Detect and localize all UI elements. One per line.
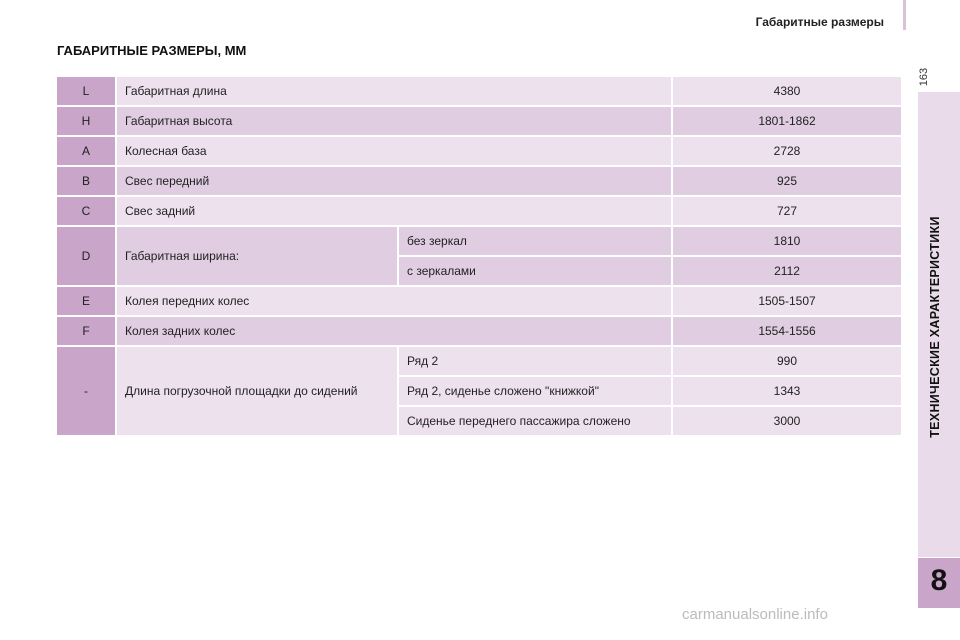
table-row — [57, 107, 903, 137]
dimension-code: B — [57, 167, 117, 197]
dimension-value: 1801-1862 — [673, 107, 903, 137]
chapter-side-label: ТЕХНИЧЕСКИЕ ХАРАКТЕРИСТИКИ — [928, 216, 942, 438]
table-row — [57, 287, 903, 317]
dimension-value: 2728 — [673, 137, 903, 167]
dimension-code: F — [57, 317, 117, 347]
dimension-label: Свес задний — [117, 197, 673, 227]
dimension-value: 727 — [673, 197, 903, 227]
dimension-code: C — [57, 197, 117, 227]
dimension-code: - — [57, 347, 117, 437]
chapter-number-tab — [918, 558, 960, 608]
table-row — [57, 167, 903, 197]
dimension-label: Колея передних колес — [117, 287, 673, 317]
chapter-number: 8 — [930, 564, 948, 597]
dimension-label: Габаритная ширина: — [117, 227, 399, 287]
dimension-code: L — [57, 77, 117, 107]
dimension-sublabel: Сиденье переднего пассажира сложено — [399, 407, 673, 437]
dimension-label: Колесная база — [117, 137, 673, 167]
dimension-value: 1343 — [673, 377, 903, 407]
dimension-label: Длина погрузочной площадки до сидений — [117, 347, 399, 437]
dimension-label: Габаритная длина — [117, 77, 673, 107]
chapter-side-tab — [918, 92, 960, 557]
dimension-value: 4380 — [673, 77, 903, 107]
dimension-label: Колея задних колес — [117, 317, 673, 347]
dimension-code: E — [57, 287, 117, 317]
watermark: carmanualsonline.info — [682, 606, 828, 623]
dimension-sublabel: с зеркалами — [399, 257, 673, 287]
dimension-value: 925 — [673, 167, 903, 197]
dimension-label: Свес передний — [117, 167, 673, 197]
dimension-sublabel: без зеркал — [399, 227, 673, 257]
dimension-value: 1505-1507 — [673, 287, 903, 317]
dimensions-table — [57, 77, 903, 437]
dimension-value: 990 — [673, 347, 903, 377]
table-row — [57, 317, 903, 347]
dimension-value: 1554-1556 — [673, 317, 903, 347]
section-title: ГАБАРИТНЫЕ РАЗМЕРЫ, ММ — [57, 43, 247, 58]
header-title: Габаритные размеры — [755, 15, 884, 29]
dimension-code: D — [57, 227, 117, 287]
dimension-value: 2112 — [673, 257, 903, 287]
dimension-value: 1810 — [673, 227, 903, 257]
table-row — [57, 347, 903, 377]
dimension-value: 3000 — [673, 407, 903, 437]
dimension-sublabel: Ряд 2 — [399, 347, 673, 377]
dimension-code: A — [57, 137, 117, 167]
dimension-label: Габаритная высота — [117, 107, 673, 137]
page-number: 163 — [918, 67, 930, 87]
dimension-code: H — [57, 107, 117, 137]
dimension-sublabel: Ряд 2, сиденье сложено "книжкой" — [399, 377, 673, 407]
table-row — [57, 137, 903, 167]
header-rule — [903, 0, 906, 30]
table-row — [57, 197, 903, 227]
table-row — [57, 227, 903, 257]
table-row — [57, 77, 903, 107]
